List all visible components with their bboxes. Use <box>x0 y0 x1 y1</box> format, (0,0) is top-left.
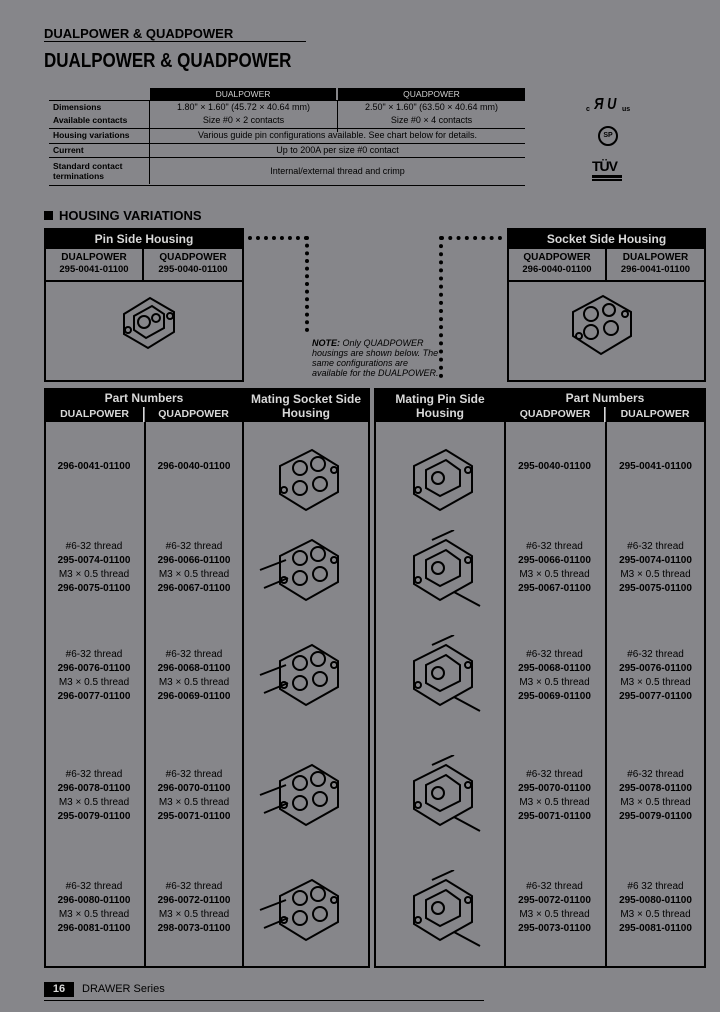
note-text <box>312 338 446 378</box>
thread-spec: M3 × 0.5 thread <box>58 677 130 688</box>
note-body: Only QUADPOWER housings are shown below. The same configurations are available for the DUALPOWER. <box>312 338 439 378</box>
spec-value: Size #0 × 2 contacts <box>202 115 285 125</box>
footer-series: DRAWER Series <box>82 983 165 995</box>
dotted-connector <box>305 236 309 332</box>
part-number-cell <box>506 460 603 474</box>
thread-spec: M3 × 0.5 thread <box>158 569 230 580</box>
mating-socket-title: Mating Socket Side Housing <box>244 390 368 422</box>
pin-side-dual-label: DUALPOWER <box>61 252 127 263</box>
thread-spec: M3 × 0.5 thread <box>158 797 230 808</box>
part-number: 295-0067-01100 <box>518 583 591 594</box>
part-number-cell <box>607 460 704 474</box>
thread-spec: #6-32 thread <box>65 541 123 552</box>
part-number: 296-0070-01100 <box>157 783 231 794</box>
part-number: 296-0072-01100 <box>157 895 231 906</box>
left-sub-dual: DUALPOWER <box>46 407 144 422</box>
spec-label: Available contacts <box>53 115 128 125</box>
thread-spec: M3 × 0.5 thread <box>620 797 691 808</box>
right-sub-dual: DUALPOWER <box>606 407 704 422</box>
part-number-cell <box>607 768 704 824</box>
part-number-cell <box>506 540 603 596</box>
spec-label: Standard contact terminations <box>53 161 123 181</box>
part-number-cell <box>146 880 242 936</box>
pin-housing-illustration <box>392 530 482 610</box>
part-number: 296-0075-01100 <box>57 583 131 594</box>
part-number: 295-0073-01100 <box>518 923 591 934</box>
socket-housing-illustration <box>567 292 637 358</box>
part-number: 295-0072-01100 <box>518 895 591 906</box>
part-number-cell <box>506 648 603 704</box>
part-number: 295-0081-01100 <box>619 923 692 934</box>
spec-value: 2.50" × 1.60" (63.50 × 40.64 mm) <box>365 102 498 112</box>
spec-row-housing <box>49 128 525 141</box>
thread-spec: #6-32 thread <box>165 541 223 552</box>
spec-col-dualpower: DUALPOWER <box>150 88 336 100</box>
part-number: 296-0067-01100 <box>157 583 231 594</box>
thread-spec: #6-32 thread <box>526 541 583 552</box>
socket-housing-illustration <box>258 755 348 835</box>
thread-spec: M3 × 0.5 thread <box>519 569 590 580</box>
right-part-numbers-column <box>506 388 706 968</box>
part-number: 295-0079-01100 <box>619 811 692 822</box>
right-part-numbers-title: Part Numbers <box>506 390 704 407</box>
part-number-cell <box>146 648 242 704</box>
socket-housing-illustration <box>258 530 348 610</box>
part-number-cell <box>146 768 242 824</box>
thread-spec: M3 × 0.5 thread <box>58 797 130 808</box>
socket-side-housing-box <box>507 228 706 382</box>
left-sub-quad: QUADPOWER <box>145 407 242 422</box>
spec-row-terminations <box>49 157 525 186</box>
ul-recognized-icon: c Я U us <box>586 96 631 113</box>
part-number: 296-0076-01100 <box>57 663 131 674</box>
pin-housing-illustration <box>116 292 180 352</box>
part-number: 295-0074-01100 <box>57 555 131 566</box>
left-part-numbers-column <box>44 388 244 968</box>
spec-row-dimensions <box>49 100 525 113</box>
spec-label: Dimensions <box>53 102 102 112</box>
part-number-cell <box>506 768 603 824</box>
thread-spec: #6-32 thread <box>165 881 223 892</box>
right-sub-quad: QUADPOWER <box>506 407 605 422</box>
thread-spec: M3 × 0.5 thread <box>519 909 590 920</box>
part-number-cell <box>46 540 142 596</box>
ul-c-mark: c <box>586 106 590 113</box>
spec-row-contacts <box>49 114 525 127</box>
part-number: 295-0078-01100 <box>619 783 692 794</box>
thread-spec: #6-32 thread <box>526 881 583 892</box>
part-number: 296-0077-01100 <box>57 691 131 702</box>
thread-spec: M3 × 0.5 thread <box>158 909 230 920</box>
part-number: 296-0081-01100 <box>57 923 131 934</box>
socket-housing-illustration <box>258 870 348 950</box>
thread-spec: #6-32 thread <box>165 769 223 780</box>
thread-spec: M3 × 0.5 thread <box>158 677 230 688</box>
socket-side-title: Socket Side Housing <box>509 230 704 249</box>
thread-spec: #6-32 thread <box>65 649 123 660</box>
pin-side-dual-pn: 295-0041-01100 <box>59 264 129 275</box>
thread-spec: M3 × 0.5 thread <box>620 909 691 920</box>
spec-label: Current <box>53 145 84 155</box>
pin-side-housing-box <box>44 228 244 382</box>
header-rule <box>44 41 306 42</box>
spec-value: 1.80" × 1.60" (45.72 × 40.64 mm) <box>177 102 310 112</box>
socket-housing-illustration <box>258 635 348 715</box>
thread-spec: M3 × 0.5 thread <box>519 677 590 688</box>
thread-spec: M3 × 0.5 thread <box>620 677 691 688</box>
part-number: 296-0066-01100 <box>157 555 231 566</box>
pin-side-title: Pin Side Housing <box>46 230 242 249</box>
part-number: 298-0073-01100 <box>157 923 231 934</box>
dotted-connector <box>440 236 502 240</box>
part-number-cell <box>46 768 142 824</box>
socket-side-dual-label: DUALPOWER <box>622 252 689 263</box>
thread-spec: M3 × 0.5 thread <box>519 797 590 808</box>
dotted-connector <box>248 236 308 240</box>
part-number: 295-0040-01100 <box>518 461 591 472</box>
tuv-icon <box>592 158 622 180</box>
footer-rule <box>44 1000 484 1001</box>
pin-housing-illustration <box>392 870 482 950</box>
part-number-cell <box>607 648 704 704</box>
section-title: HOUSING VARIATIONS <box>59 208 202 223</box>
spec-value: Internal/external thread and crimp <box>270 166 405 176</box>
socket-side-dual-pn: 296-0041-01100 <box>620 264 691 275</box>
part-number: 295-0069-01100 <box>518 691 591 702</box>
spec-col-quadpower: QUADPOWER <box>338 88 525 100</box>
part-number-cell <box>506 880 603 936</box>
spec-value: Size #0 × 4 contacts <box>390 115 473 125</box>
socket-housing-illustration <box>258 440 348 520</box>
part-number: 295-0041-01100 <box>619 461 692 472</box>
part-number-cell <box>146 460 242 474</box>
thread-spec: #6-32 thread <box>627 649 684 660</box>
thread-spec: #6-32 thread <box>627 541 684 552</box>
part-number: 295-0079-01100 <box>57 811 131 822</box>
page-number: 16 <box>44 982 74 997</box>
spec-table <box>49 88 525 186</box>
part-number: 296-0080-01100 <box>57 895 131 906</box>
csa-icon: SP <box>598 126 618 146</box>
pin-housing-illustration <box>392 755 482 835</box>
thread-spec: M3 × 0.5 thread <box>58 909 130 920</box>
mating-pin-column <box>374 388 506 968</box>
part-number: 295-0074-01100 <box>619 555 692 566</box>
pin-side-quad-label: QUADPOWER <box>159 252 227 263</box>
spec-row-current <box>49 143 525 156</box>
part-number-cell <box>607 880 704 936</box>
part-number: 295-0075-01100 <box>619 583 692 594</box>
thread-spec: #6-32 thread <box>526 649 583 660</box>
thread-spec: M3 × 0.5 thread <box>58 569 130 580</box>
part-number-cell <box>46 648 142 704</box>
part-number: 296-0041-01100 <box>57 461 131 472</box>
thread-spec: #6-32 thread <box>165 649 223 660</box>
part-number: 296-0069-01100 <box>157 691 231 702</box>
tuv-mark: TÜV <box>592 158 617 174</box>
pin-side-quad-pn: 295-0040-01100 <box>158 264 228 275</box>
part-number: 295-0071-01100 <box>518 811 591 822</box>
ul-us-mark: us <box>622 106 631 113</box>
thread-spec: M3 × 0.5 thread <box>620 569 691 580</box>
part-number: 296-0040-01100 <box>157 461 231 472</box>
left-part-numbers-title: Part Numbers <box>46 390 242 407</box>
mating-socket-column <box>244 388 370 968</box>
section-bullet <box>44 211 53 220</box>
part-number-cell <box>46 460 142 474</box>
part-number: 296-0068-01100 <box>157 663 231 674</box>
part-number: 295-0070-01100 <box>518 783 591 794</box>
socket-side-quad-pn: 296-0040-01100 <box>522 264 592 275</box>
running-header: DUALPOWER & QUADPOWER <box>44 26 234 41</box>
thread-spec: #6 32 thread <box>627 881 684 892</box>
spec-value: Up to 200A per size #0 contact <box>276 145 399 155</box>
thread-spec: #6-32 thread <box>65 881 123 892</box>
spec-value: Various guide pin configurations available. See chart below for details. <box>198 130 477 140</box>
part-number: 295-0068-01100 <box>518 663 591 674</box>
thread-spec: #6-32 thread <box>627 769 684 780</box>
thread-spec: #6-32 thread <box>65 769 123 780</box>
part-number: 295-0080-01100 <box>619 895 692 906</box>
mating-pin-title: Mating Pin Side Housing <box>376 390 504 422</box>
thread-spec: #6-32 thread <box>526 769 583 780</box>
part-number: 295-0076-01100 <box>619 663 692 674</box>
note-label: NOTE: <box>312 338 340 348</box>
part-number: 295-0071-01100 <box>157 811 231 822</box>
socket-side-quad-label: QUADPOWER <box>523 252 591 263</box>
page-title: DUALPOWER & QUADPOWER <box>44 50 292 72</box>
pin-housing-illustration <box>392 635 482 715</box>
part-number-cell <box>146 540 242 596</box>
pin-housing-illustration <box>392 440 482 520</box>
part-number-cell <box>46 880 142 936</box>
part-number: 296-0078-01100 <box>57 783 131 794</box>
spec-label: Housing variations <box>53 130 130 140</box>
part-number: 295-0077-01100 <box>619 691 692 702</box>
part-number: 295-0066-01100 <box>518 555 591 566</box>
part-number-cell <box>607 540 704 596</box>
